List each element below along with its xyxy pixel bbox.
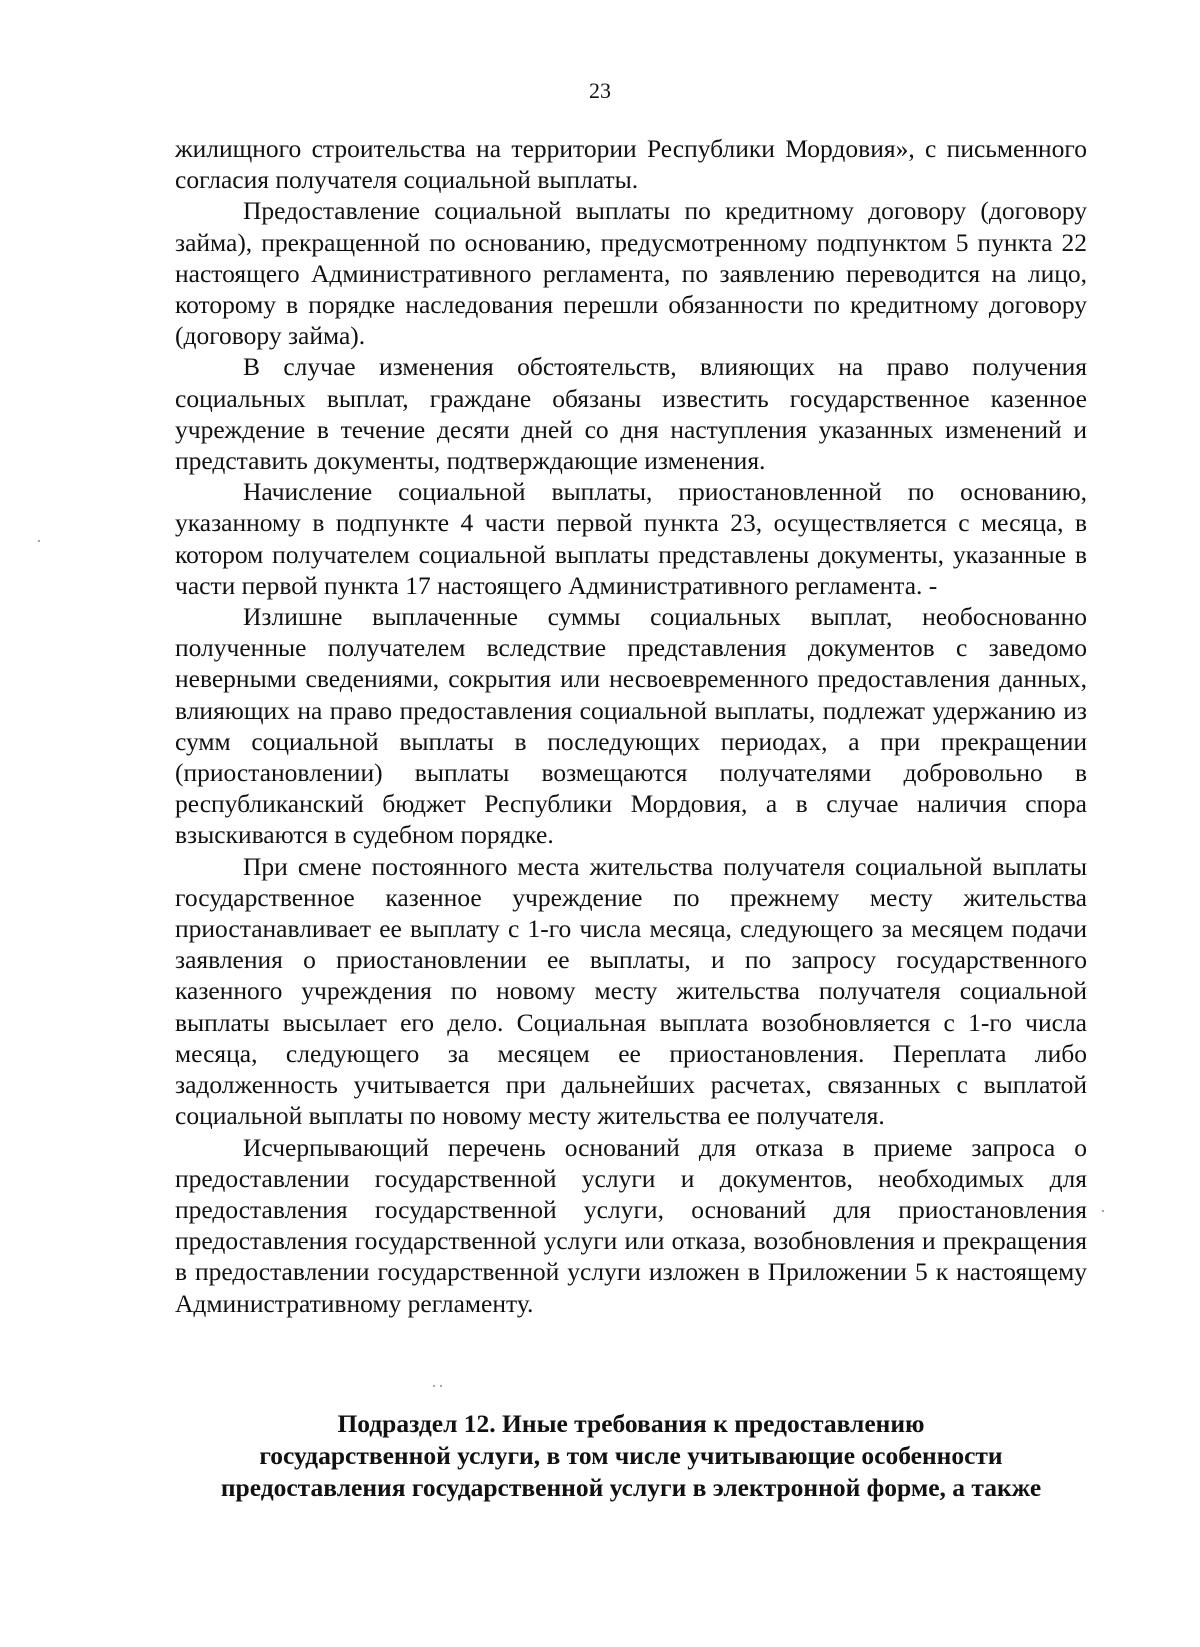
scan-speck	[38, 540, 40, 542]
paragraph-residence-change: При смене постоянного места жительства получателя социальной выплаты государственное казенное учреждение по прежнему месту жительства приостанавливает ее выплату с 1-го числа месяца, следующего за месяцем подачи заявления о приостановлении ее выплаты, и по запросу государственного казенного учреждения по новому месту жительства получателя социальной выплаты высылает его дело. Социальная выплата возобновляется с 1-го числа месяца, следующего за месяцем ее приостановления. Переплата либо задолженность учитывается при дальнейших расчетах, связанных с выплатой социальной выплаты по новому месту жительства ее получателя.	[175, 851, 1087, 1131]
paragraph-accrual-resumption: Начисление социальной выплаты, приостановленной по основанию, указанному в подпункте 4 части первой пункта 23, осуществляется с месяца, в котором получателем социальной выплаты представлены документы, указанные в части первой пункта 17 настоящего Административного регламента. -	[175, 477, 1087, 600]
scan-speck	[440, 1385, 442, 1387]
scan-speck	[1102, 1210, 1104, 1212]
paragraph-loan-transfer: Предоставление социальной выплаты по кредитному договору (договору займа), прекращенной по основанию, предусмотренному подпунктом 5 пункта 22 настоящего Административного регламента, по заявлению переводится на лицо, которому в порядке наследования перешли обязанности по кредитному договору (договору займа).	[175, 196, 1087, 351]
paragraph-refusal-grounds: Исчерпывающий перечень оснований для отказа в приеме запроса о предоставлении государственной услуги и документов, необходимых для предоставления государственной услуги, оснований для приостановления предоставления государственной услуги или отказа, возобновления и прекращения в предоставлении государственной услуги изложен в Приложении 5 к настоящему Административному регламенту.	[175, 1132, 1087, 1318]
paragraph-overpayment: Излишне выплаченные суммы социальных выплат, необоснованно полученные получателем вследствие представления документов с заведомо неверными сведениями, сокрытия или несвоевременного предоставления данных, влияющих на право предоставления социальной выплаты, подлежат удержанию из сумм социальной выплаты в последующих периодах, а при прекращении (приостановлении) выплаты возмещаются получателями добровольно в республиканский бюджет Республики Мордовия, а в случае наличия спора взыскиваются в судебном порядке.	[175, 602, 1087, 850]
subsection-heading-line: Подраздел 12. Иные требования к предоставлению	[337, 1409, 925, 1438]
scan-speck	[433, 1385, 435, 1387]
paragraph-circumstance-change: В случае изменения обстоятельств, влияющих на право получения социальных выплат, граждане обязаны известить государственное казенное учреждение в течение десяти дней со дня наступления указанных изменений и представить документы, подтверждающие изменения.	[175, 352, 1087, 476]
document-body	[175, 133, 1087, 1319]
subsection-heading-line: предоставления государственной услуги в электронной форме, а также	[220, 1473, 1042, 1502]
subsection-heading-line: государственной услуги, в том числе учитывающие особенности	[259, 1441, 1003, 1470]
paragraph-continuation: жилищного строительства на территории Республики Мордовия», с письменного согласия получателя социальной выплаты.	[175, 134, 1087, 195]
subsection-heading	[175, 1408, 1087, 1504]
page-number: 23	[589, 78, 611, 103]
